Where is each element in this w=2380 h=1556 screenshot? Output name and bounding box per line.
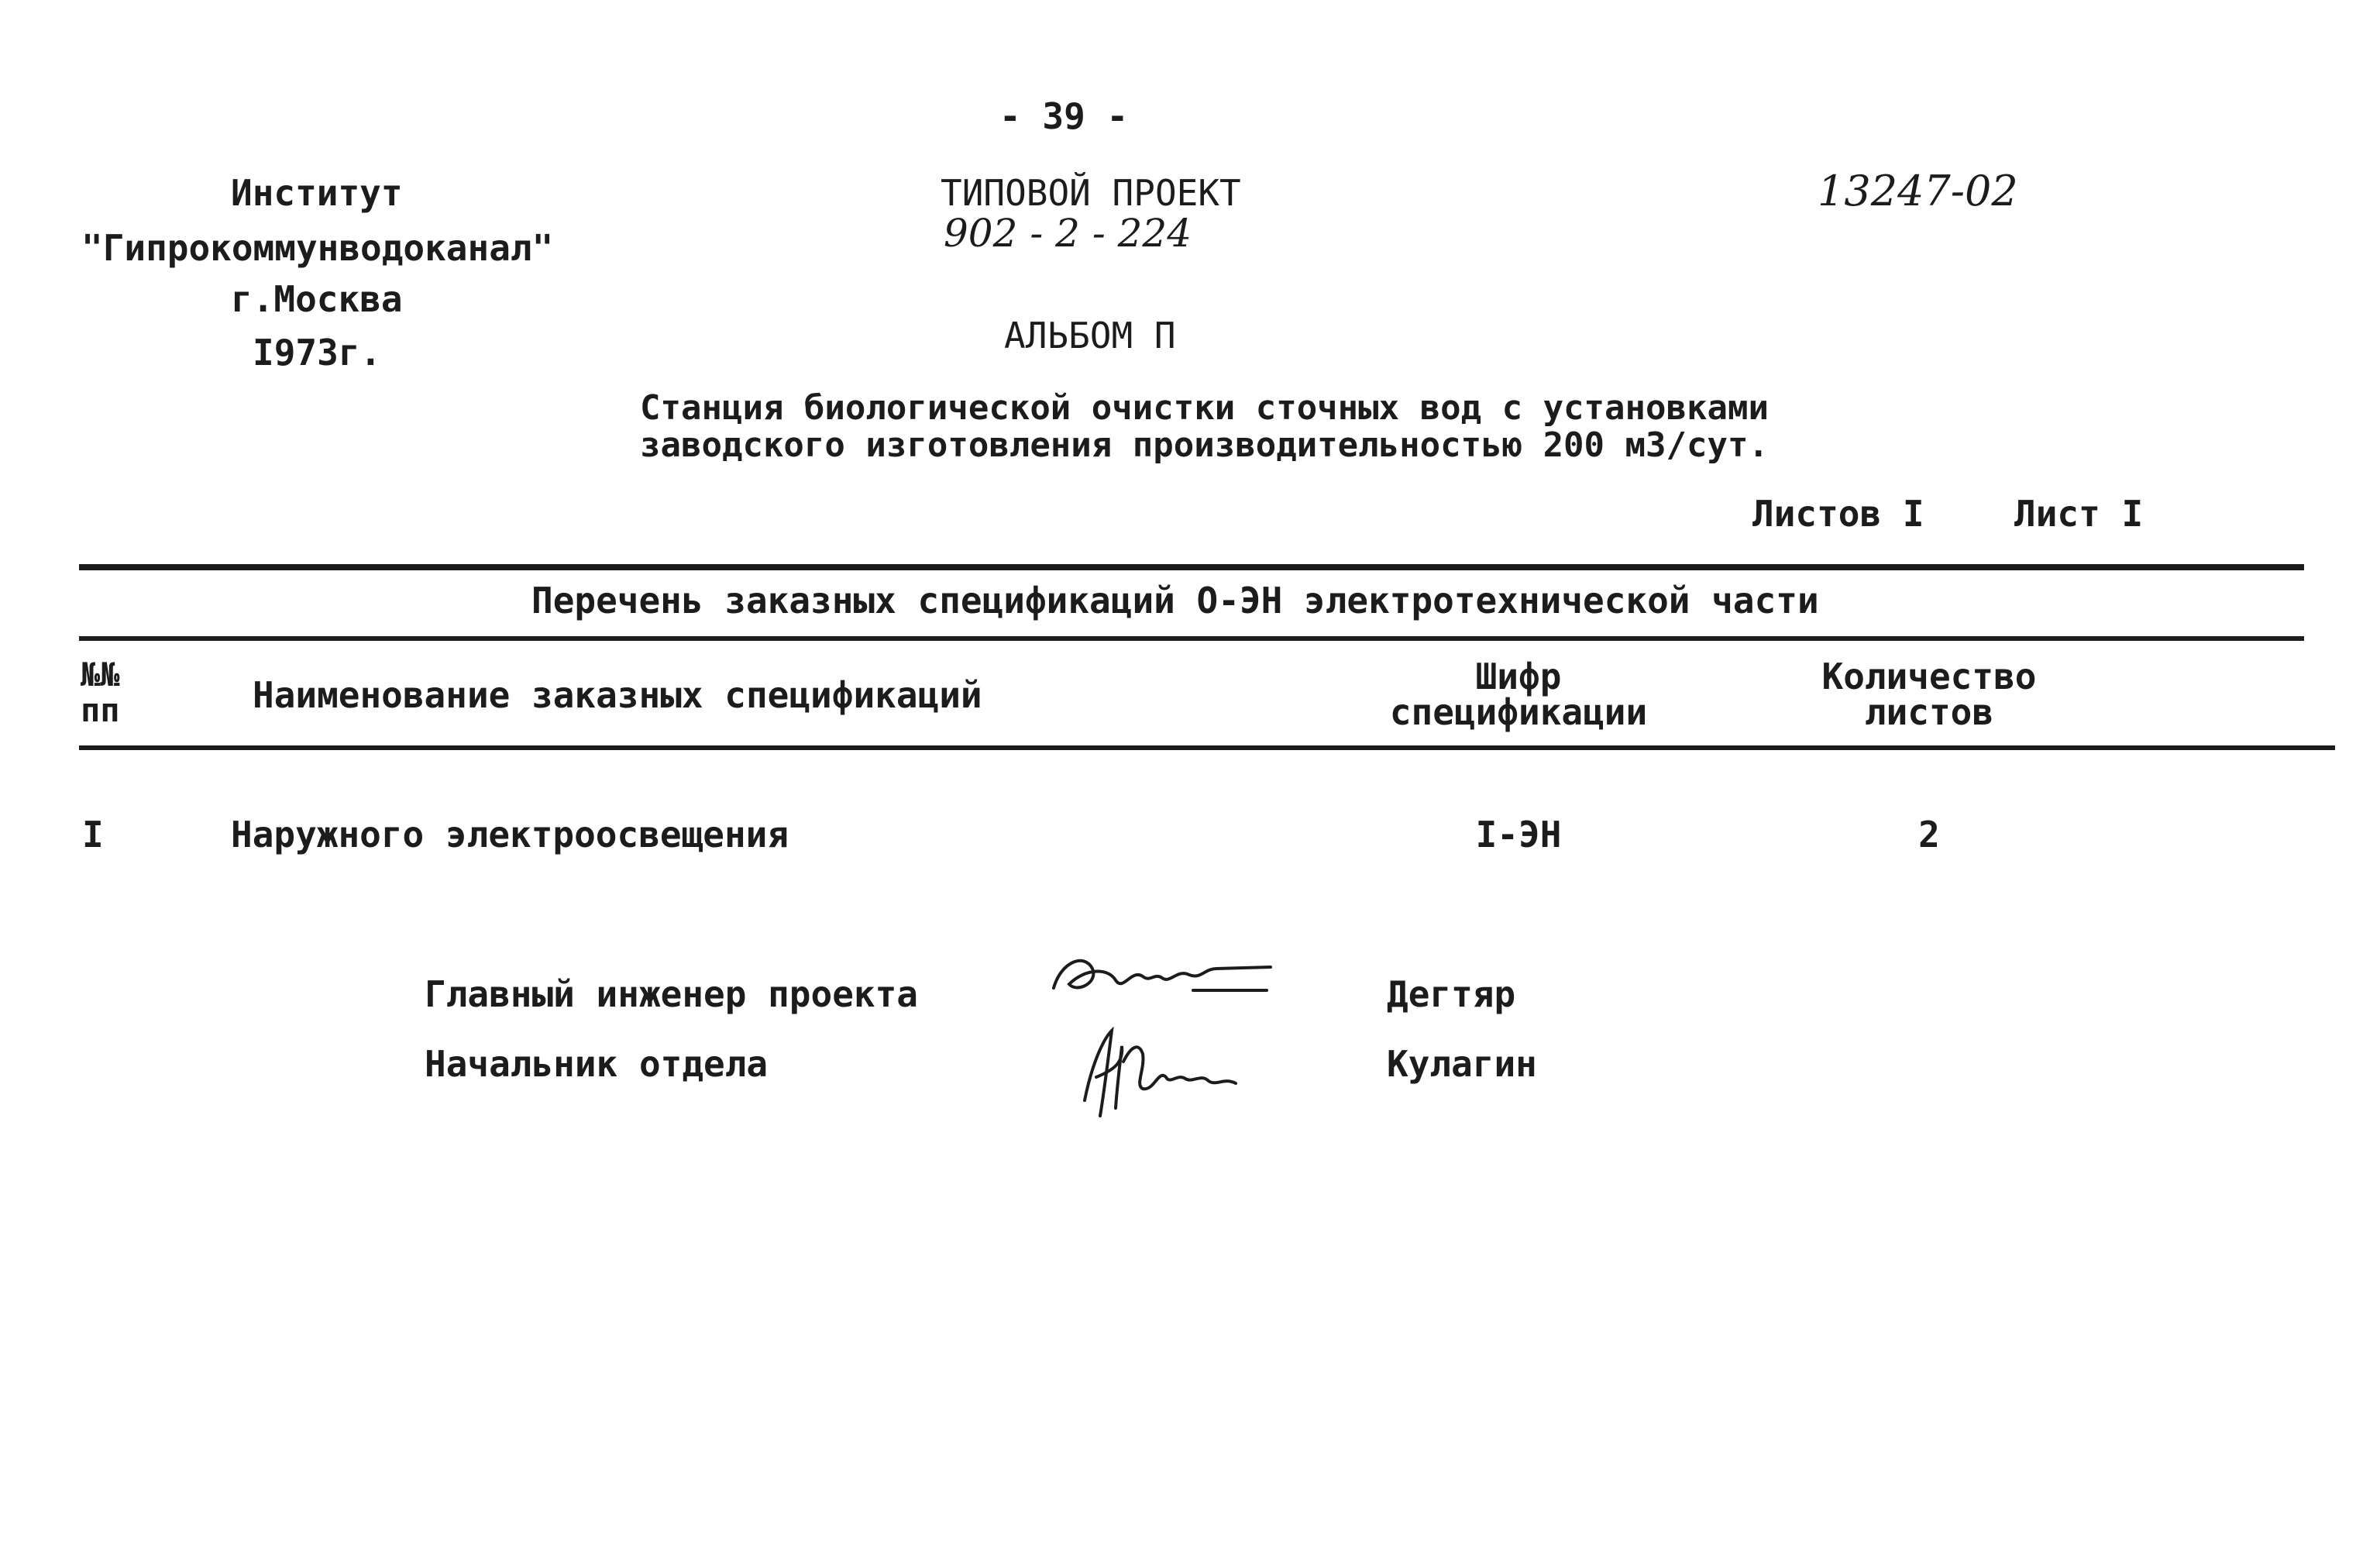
project-code: 13247-02 (1818, 167, 2018, 215)
row-qty: 2 (1918, 814, 1940, 855)
table-caption: Перечень заказных спецификаций О-ЭН электротехнической части (531, 580, 1819, 621)
header-qty-line2: листов (1864, 691, 1994, 733)
signer-name-head: Кулагин (1387, 1043, 1537, 1085)
row-name: Наружного электроосвещения (231, 814, 789, 855)
page-number: - 39 - (999, 95, 1129, 137)
header-code-line2: спецификации (1389, 691, 1648, 733)
signer-role-chief: Главный инженер проекта (425, 973, 918, 1015)
project-label: ТИПОВОЙ ПРОЕКТ (941, 172, 1241, 214)
institute-city: г.Москва (231, 278, 403, 320)
signer-role-head: Начальник отдела (425, 1043, 769, 1085)
project-title-line1: Станция биологической очистки сточных вод с установками (640, 388, 1769, 428)
header-qty-line1: Количество (1821, 656, 2037, 697)
institute-org: "Гипрокоммунводоканал" (81, 227, 554, 269)
header-name: Наименование заказных спецификаций (253, 674, 982, 716)
table-top-rule (79, 564, 2304, 570)
signature-head (1069, 1015, 1255, 1124)
signature-chief (1038, 945, 1286, 1007)
project-title-line2: заводского изготовления производительностью 200 м3/сут. (640, 425, 1769, 465)
sheets-total: Листов I (1752, 493, 1924, 535)
header-num-line2: пп (81, 691, 120, 729)
institute-name: Институт (231, 172, 403, 214)
album-label: АЛЬБОМ П (1004, 315, 1176, 356)
table-header-rule (79, 745, 2335, 750)
header-num-line1: №№ (81, 656, 120, 694)
table-caption-rule (79, 636, 2304, 641)
project-number: 902 - 2 - 224 (944, 211, 1192, 256)
institute-year: I973г. (253, 332, 382, 374)
sheet-number: Лист I (2014, 493, 2144, 535)
row-code: I-ЭН (1475, 814, 1562, 855)
row-num: I (82, 814, 104, 855)
signer-name-chief: Дегтяр (1387, 973, 1516, 1015)
header-code-line1: Шифр (1475, 656, 1562, 697)
